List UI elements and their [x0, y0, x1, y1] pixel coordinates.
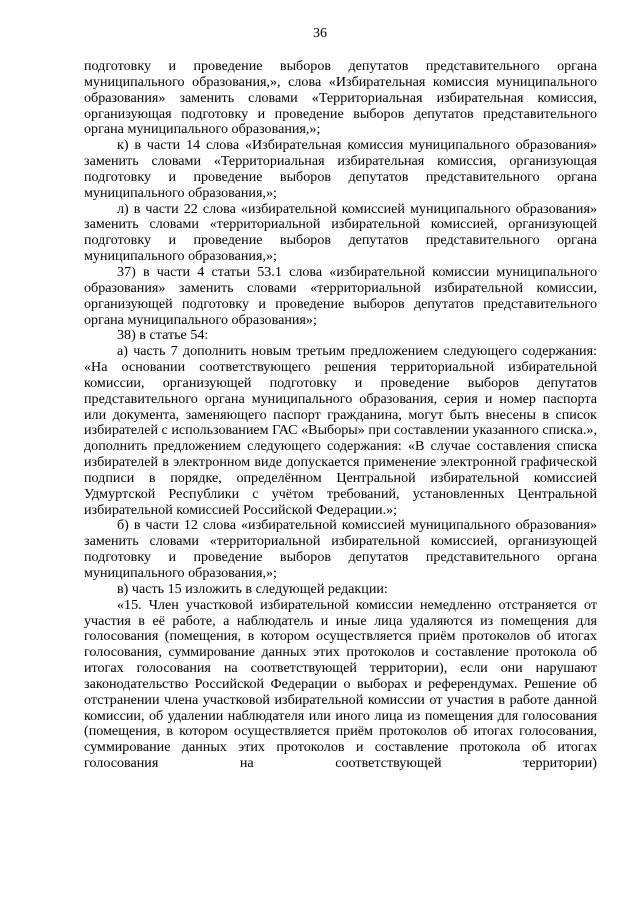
paragraph-item-l: л) в части 22 слова «избирательной комиссией муниципального образования» заменить словами «территориальной избирательной комиссией, организующей подготовку и проведение выборов депутатов представительного органа муниципального образования,»; — [84, 200, 597, 265]
paragraph-item-37: 37) в части 4 статьи 53.1 слова «избирательной комиссии муниципального образования» заменить словами «территориальной избирательной комиссии, организующей подготовку и проведение выборов депутатов представительного органа муниципального образования»; — [84, 263, 597, 328]
paragraph-continuation: подготовку и проведение выборов депутатов представительного органа муниципального образования,», слова «Избирательная комиссия муниципального образования» заменить словами «Территориальная избирательная комиссия, организующая подготовку и проведение выборов депутатов представительного органа муниципального образования,»; — [84, 58, 597, 138]
document-body — [84, 59, 597, 772]
paragraph-item-b: б) в части 12 слова «избирательной комиссией муниципального образования» заменить словами «территориальной избирательной комиссией, организующей подготовку и проведение выборов депутатов представительного органа муниципального образования,»; — [84, 517, 597, 581]
paragraph-item-a: а) часть 7 дополнить новым третьим предложением следующего содержания: «На основании соответствующего решения территориальной избирательной комиссии, организующей подготовку и проведение выборов депутатов представительного органа муниципального образования, серия и номер паспорта или документа, заменяющего паспорт гражданина, могут быть внесены в список избирателей с использованием ГАС «Выборы» при составлении указанного списка.», дополнить предложением следующего содержания: «В случае составления списка избирателей в электронном виде допускается применение электронной графической подписи в порядке, определённом Центральной избирательной комиссией Удмуртской Республики с учётом требований, установленных Центральной избирательной комиссией Российской Федерации.»; — [84, 343, 597, 518]
paragraph-item-38: 38) в статье 54: — [117, 327, 209, 344]
page-number: 36 — [313, 26, 327, 41]
paragraph-item-v: в) часть 15 изложить в следующей редакции: — [117, 580, 388, 597]
paragraph-item-k: к) в части 14 слова «Избирательная комиссия муниципального образования» заменить словами «Территориальная избирательная комиссия, организующая подготовку и проведение выборов депутатов представительного органа муниципального образования,»; — [84, 137, 597, 201]
paragraph-part-15: «15. Член участковой избирательной комиссии немедленно отстраняется от участия в её работе, а наблюдатель и иные лица удаляются из помещения для голосования (помещения, в котором осуществляется приём протоколов об итогах голосования, суммирование данных этих протоколов и составление протокола об итогах голосования на соответствующей территории), если они нарушают законодательство Российской Федерации о выборах и референдумах. Решение об отстранении члена участковой избирательной комиссии от участия в работе данной комиссии, об удалении наблюдателя или иного лица из помещения для голосования (помещения, в котором осуществляется приём протоколов об итогах голосования, суммирование данных этих протоколов и составление протокола об итогах голосования на соответствующей территории) — [84, 596, 597, 772]
